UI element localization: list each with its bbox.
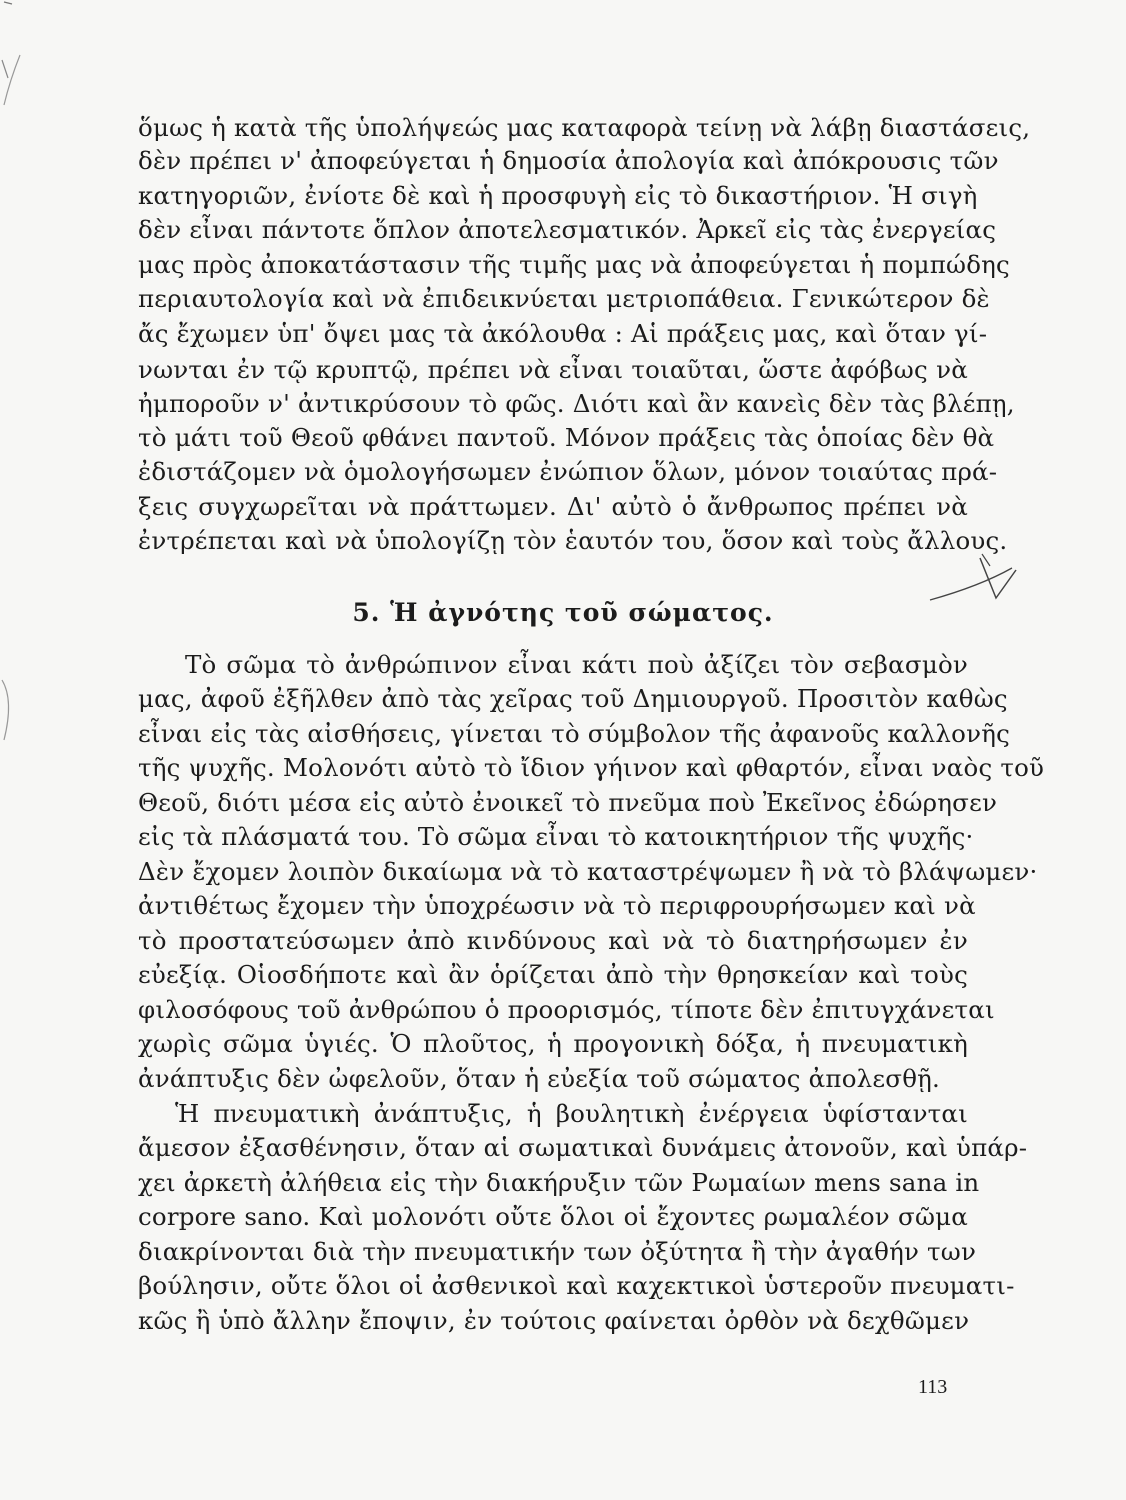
text-line: δὲν πρέπει ν' ἀποφεύγεται ἡ δημοσία ἀπολογία καὶ ἀπόκρουσις τῶν <box>138 146 999 175</box>
text-line: ἀντιθέτως ἔχομεν τὴν ὑποχρέωσιν νὰ τὸ περιφρουρήσωμεν καὶ νὰ <box>138 891 976 920</box>
text-line: ὅμως ἡ κατὰ τῆς ὑπολήψεώς μας καταφορὰ τείνῃ νὰ λάβῃ διαστάσεις, <box>138 113 1031 142</box>
text-line: εἰς τὰ πλάσματά του. Τὸ σῶμα εἶναι τὸ κατοικητήριον τῆς ψυχῆς· <box>138 822 974 851</box>
text-line: βούλησιν, οὔτε ὅλοι οἱ ἀσθενικοὶ καὶ καχεκτικοὶ ὑστεροῦν πνευματι- <box>138 1271 1015 1300</box>
text-line: Τὸ σῶμα τὸ ἀνθρώπινον εἶναι κάτι ποὺ ἀξίζει τὸν σεβασμὸν <box>185 650 968 679</box>
text-line: ἐδιστάζομεν νὰ ὁμολογήσωμεν ἐνώπιον ὅλων, μόνον τοιαύτας πρά- <box>138 457 998 486</box>
text-line: Ἡ πνευματικὴ ἀνάπτυξις, ἡ βουλητικὴ ἐνέργεια ὑφίστανται <box>175 1099 968 1128</box>
text-line: ξεις συγχωρεῖται νὰ πράττωμεν. Δι' αὐτὸ ὁ ἄνθρωπος πρέπει νὰ <box>138 492 968 521</box>
text-line: κῶς ἢ ὑπὸ ἄλλην ἔποψιν, ἐν τούτοις φαίνεται ὀρθὸν νὰ δεχθῶμεν <box>138 1306 970 1335</box>
text-line: κατηγοριῶν, ἐνίοτε δὲ καὶ ἡ προσφυγὴ εἰς τὸ δικαστήριον. Ἡ σιγὴ <box>138 181 978 210</box>
text-line: δὲν εἶναι πάντοτε ὅπλον ἀποτελεσματικόν. Ἀρκεῖ εἰς τὰς ἐνεργείας <box>138 215 997 244</box>
text-line: τὸ μάτι τοῦ Θεοῦ φθάνει παντοῦ. Μόνον πράξεις τὰς ὁποίας δὲν θὰ <box>138 423 995 452</box>
text-line: εἶναι εἰς τὰς αἰσθήσεις, γίνεται τὸ σύμβολον τῆς ἀφανοῦς καλλονῆς <box>138 719 1010 748</box>
text-line: φιλοσόφους τοῦ ἀνθρώπου ὁ προορισμός, τίποτε δὲν ἐπιτυγχάνεται <box>138 995 995 1024</box>
page-number: 113 <box>918 1376 948 1398</box>
text-line: χει ἀρκετὴ ἀλήθεια εἰς τὴν διακήρυξιν τῶν Ρωμαίων mens sana in <box>138 1168 980 1197</box>
text-line: ἄς ἔχωμεν ὑπ' ὄψει μας τὰ ἀκόλουθα : Αἱ πράξεις μας, καὶ ὅταν γί- <box>138 319 988 348</box>
text-line: corpore sano. Καὶ μολονότι οὔτε ὅλοι οἱ ἔχοντες ρωμαλέον σῶμα <box>138 1202 968 1231</box>
section-heading: 5. Ἡ ἀγνότης τοῦ σώματος. <box>352 598 774 627</box>
text-line: Δὲν ἔχομεν λοιπὸν δικαίωμα νὰ τὸ καταστρέψωμεν ἢ νὰ τὸ βλάψωμεν· <box>138 857 1038 886</box>
text-line: Θεοῦ, διότι μέσα εἰς αὐτὸ ἐνοικεῖ τὸ πνεῦμα ποὺ Ἐκεῖνος ἐδώρησεν <box>138 788 998 817</box>
text-line: ἐντρέπεται καὶ νὰ ὑπολογίζῃ τὸν ἑαυτόν του, ὅσον καὶ τοὺς ἄλλους. <box>138 526 1008 555</box>
margin-pencil-mark-left <box>0 0 30 1500</box>
text-line: ἀνάπτυξις δὲν ὠφελοῦν, ὅταν ἡ εὐεξία τοῦ σώματος ἀπολεσθῇ. <box>138 1064 941 1093</box>
text-line: τῆς ψυχῆς. Μολονότι αὐτὸ τὸ ἴδιον γήινον καὶ φθαρτόν, εἶναι ναὸς τοῦ <box>138 753 1045 782</box>
text-line: εὐεξίᾳ. Οἱοσδήποτε καὶ ἂν ὁρίζεται ἀπὸ τὴν θρησκείαν καὶ τοὺς <box>138 960 968 989</box>
text-line: μας, ἀφοῦ ἐξῆλθεν ἀπὸ τὰς χεῖρας τοῦ Δημιουργοῦ. Προσιτὸν καθὼς <box>138 684 1008 713</box>
text-line: τὸ προστατεύσωμεν ἀπὸ κινδύνους καὶ νὰ τὸ διατηρήσωμεν ἐν <box>138 926 968 955</box>
text-line: μας πρὸς ἀποκατάστασιν τῆς τιμῆς μας νὰ ἀποφεύγεται ἡ πομπώδης <box>138 250 1010 279</box>
text-line: διακρίνονται διὰ τὴν πνευματικήν των ὀξύτητα ἢ τὴν ἀγαθήν των <box>138 1237 977 1266</box>
text-line: περιαυτολογία καὶ νὰ ἐπιδεικνύεται μετριοπάθεια. Γενικώτερον δὲ <box>138 284 990 313</box>
text-line: ἄμεσον ἐξασθένησιν, ὅταν αἱ σωματικαὶ δυνάμεις ἀτονοῦν, καὶ ὑπάρ- <box>138 1133 1028 1162</box>
text-line: χωρὶς σῶμα ὑγιές. Ὁ πλοῦτος, ἡ προγονικὴ δόξα, ἡ πνευματικὴ <box>138 1029 968 1058</box>
text-line: νωνται ἐν τῷ κρυπτῷ, πρέπει νὰ εἶναι τοιαῦται, ὥστε ἀφόβως νὰ <box>138 355 968 384</box>
text-line: ἠμποροῦν ν' ἀντικρύσουν τὸ φῶς. Διότι καὶ ἂν κανεὶς δὲν τὰς βλέπῃ, <box>138 389 1015 418</box>
